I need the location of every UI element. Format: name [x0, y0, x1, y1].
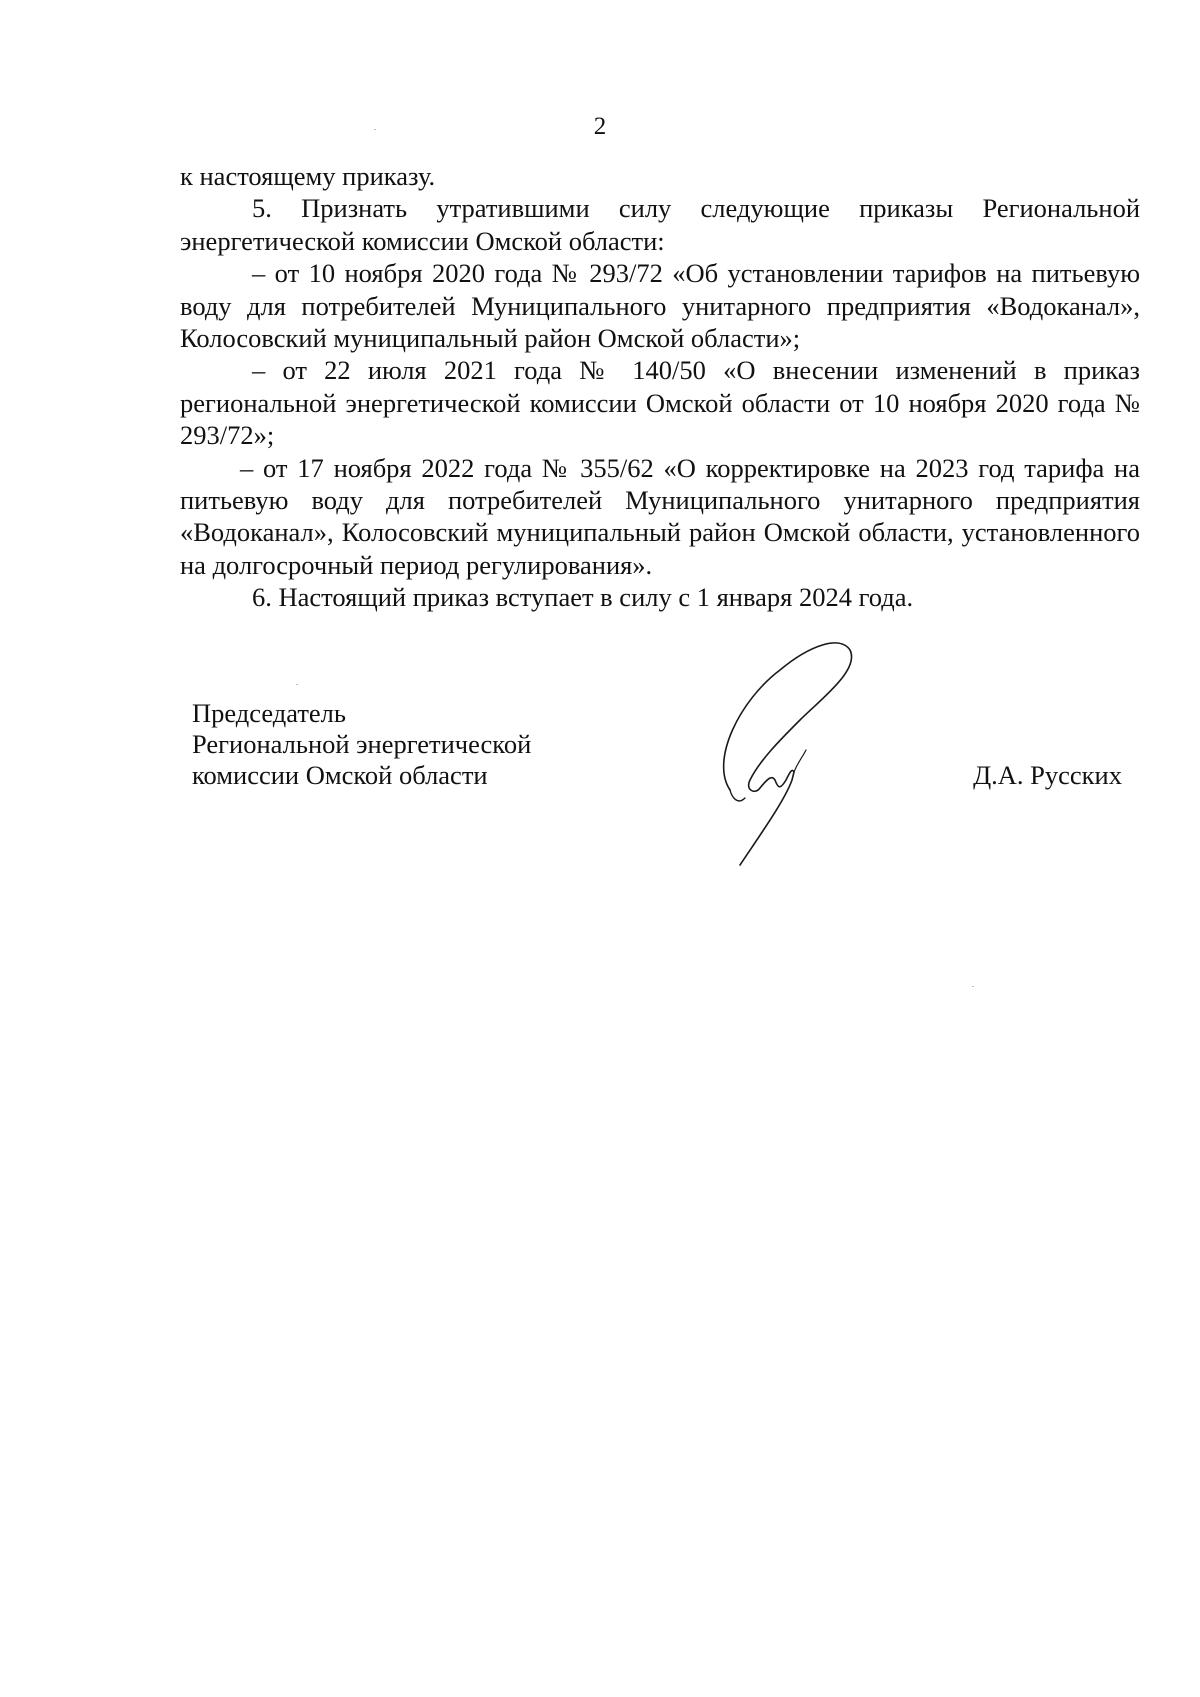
scan-speck: [374, 129, 376, 130]
signatory-position-line: Региональной энергетической: [192, 729, 532, 759]
list-item-repealed-order-1: – от 10 ноября 2020 года № 293/72 «Об установлении тарифов на питьевую воду для потребителей Муниципального унитарного предприятия «Водоканал», Колосовский муниципальный район Омской области»;: [180, 258, 1140, 354]
paragraph-item-5: 5. Признать утратившими силу следующие приказы Региональной энергетической комиссии Омской области:: [180, 193, 1140, 256]
scan-speck: [972, 986, 974, 987]
handwritten-signature: [700, 630, 900, 870]
signatory-name: Д.А. Русских: [973, 760, 1122, 790]
signatory-position: [192, 698, 531, 791]
signatory-position-line: комиссии Омской области: [192, 760, 488, 790]
paragraph-item-6: 6. Настоящий приказ вступает в силу с 1 января 2024 года.: [252, 582, 914, 613]
list-item-repealed-order-2: – от 22 июля 2021 года № 140/50 «О внесении изменений в приказ региональной энергетической комиссии Омской области от 10 ноября 2020 года № 293/72»;: [180, 355, 1140, 451]
document-body: [180, 160, 1140, 614]
scan-speck: [296, 684, 298, 685]
signatory-position-line: Председатель: [192, 698, 346, 728]
page-number: 2: [593, 113, 607, 140]
paragraph-continuation: к настоящему приказу.: [180, 161, 436, 191]
list-item-repealed-order-3: – от 17 ноября 2022 года № 355/62 «О корректировке на 2023 год тарифа на питьевую воду для потребителей Муниципального унитарного предприятия «Водоканал», Колосовский муниципальный район Омской области, установленного на долгосрочный период регулирования».: [180, 452, 1140, 580]
